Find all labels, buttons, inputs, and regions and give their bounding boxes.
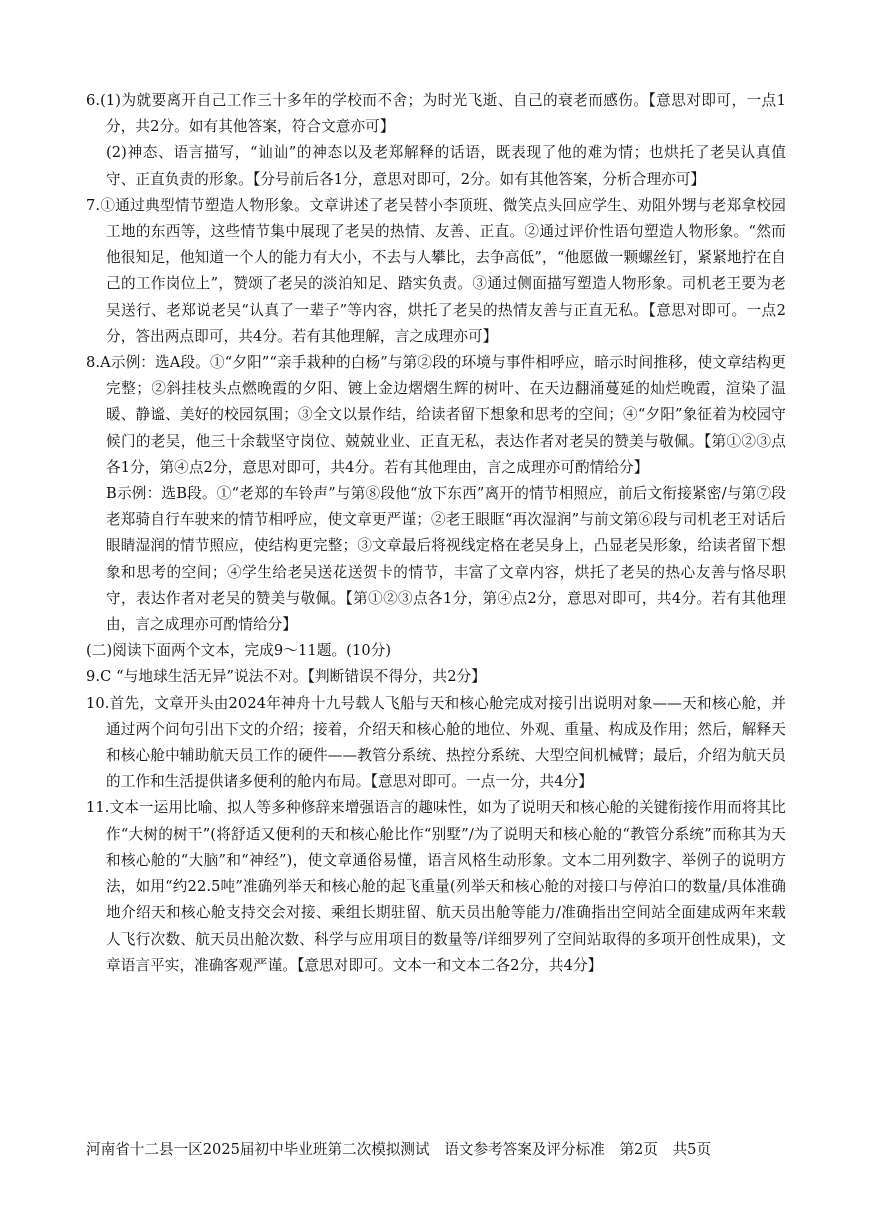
answer-11: 11.文本一运用比喻、拟人等多种修辞来增强语言的趣味性，如为了说明天和核心舱的关键衔接作用而将其比作“大树的树干”(将舒适又便利的天和核心舱比作“别墅”/为了说明天和核心舱的“教管分系统”而称其为天和核心舱的“大脑”和“神经”)，使文章通俗易懂，语言风格生动形象。文本二用列数字、举例子的说明方法，如用“约22.5吨”准确列举天和核心舱的起飞重量(列举天和核心舱的对接口与停泊口的数量/具体准确地介绍天和核心舱支持交会对接、乘组长期驻留、航天员出舱等能力/准确指出空间站全面建成两年来载人飞行次数、航天员出舱次数、科学与应用项目的数量等/详细罗列了空间站取得的多项开创性成果)，文章语言平实，准确客观严谨。【意思对即可。文本一和文本二各2分，共4分】 (86, 799, 786, 974)
section-heading-reading-2: (二)阅读下面两个文本，完成9～11题。(10分) (86, 642, 392, 660)
footer-exam-title: 河南省十二县一区2025届初中毕业班第二次模拟测试 (86, 1141, 430, 1158)
answer-10: 10.首先，文章开头由2024年神舟十九号载人飞船与天和核心舱完成对接引出说明对象——天和核心舱，并通过两个问句引出下文的介绍；接着，介绍天和核心舱的地位、外观、重量、构成及作用；然后，解释天和核心舱中辅助航天员工作的硬件——教管分系统、热控分系统、大型空间机械臂；最后，介绍为航天员的工作和生活提供诸多便利的舱内布局。【意思对即可。一点一分，共4分】 (86, 694, 786, 791)
page-footer (86, 1139, 806, 1161)
answer-6-part-2: (2)神态、语言描写，“讪讪”的神态以及老郑解释的话语，既表现了他的难为情；也烘托了老吴认真值守、正直负责的形象。【分号前后各1分，意思对即可，2分。如有其他答案，分析合理亦可】 (106, 144, 786, 188)
answer-content (86, 88, 786, 979)
answer-9: 9.C “与地球生活无异”说法不对。【判断错误不得分，共2分】 (86, 668, 486, 686)
footer-page-number: 第2页 (619, 1141, 658, 1158)
answer-7: 7.①通过典型情节塑造人物形象。文章讲述了老吴替小李顶班、微笑点头回应学生、劝阻外甥与老郑拿校园工地的东西等，这些情节集中展现了老吴的热情、友善、正直。②通过评价性语句塑造人物形象。“然而他很知足，他知道一个人的能力有大小，不去与人攀比，去争高低”，“他愿做一颗螺丝钉，紧紧地拧在自己的工作岗位上”，赞颂了老吴的淡泊知足、踏实负责。③通过侧面描写塑造人物形象。司机老王要为老吴送行、老郑说老吴“认真了一辈子”等内容，烘托了老吴的热情友善与正直无私。【意思对即可。一点2分，答出两点即可，共4分。若有其他理解，言之成理亦可】 (86, 196, 786, 345)
footer-page-total: 共5页 (672, 1141, 712, 1158)
answer-6-part-1: 6.(1)为就要离开自己工作三十多年的学校而不舍；为时光飞逝、自己的衰老而感伤。【意思对即可，一点1分，共2分。如有其他答案，符合文意亦可】 (86, 92, 786, 136)
footer-subject: 语文参考答案及评分标准 (444, 1141, 605, 1158)
answer-8-option-a: 8.A示例：选A段。①“夕阳”“亲手栽种的白杨”与第②段的环境与事件相呼应，暗示时间推移，使文章结构更完整；②斜挂枝头点燃晚霞的夕阳、镀上金边熠熠生辉的树叶、在天边翻涌蔓延的灿烂晚霞，渲染了温暖、静谧、美好的校园氛围；③全文以景作结，给读者留下想象和思考的空间；④“夕阳”象征着为校园守候门的老吴，他三十余载坚守岗位、兢兢业业、正直无私，表达作者对老吴的赞美与敬佩。【第①②③点各1分，第④点2分，意思对即可，共4分。若有其他理由，言之成理亦可酌情给分】 (86, 354, 786, 476)
answer-8-option-b: B示例：选B段。①“老郑的车铃声”与第⑧段他“放下东西”离开的情节相照应，前后文衔接紧密/与第⑦段老郑骑自行车驶来的情节相呼应，使文章更严谨；②老王眼眶“再次湿润”与前文第⑥段与司机老王对话后眼睛湿润的情节照应，使结构更完整；③文章最后将视线定格在老吴身上，凸显老吴形象，给读者留下想象和思考的空间；④学生给老吴送花送贺卡的情节，丰富了文章内容，烘托了老吴的热心友善与恪尽职守，表达作者对老吴的赞美与敬佩。【第①②③点各1分，第④点2分，意思对即可，共4分。若有其他理由，言之成理亦可酌情给分】 (106, 485, 786, 634)
